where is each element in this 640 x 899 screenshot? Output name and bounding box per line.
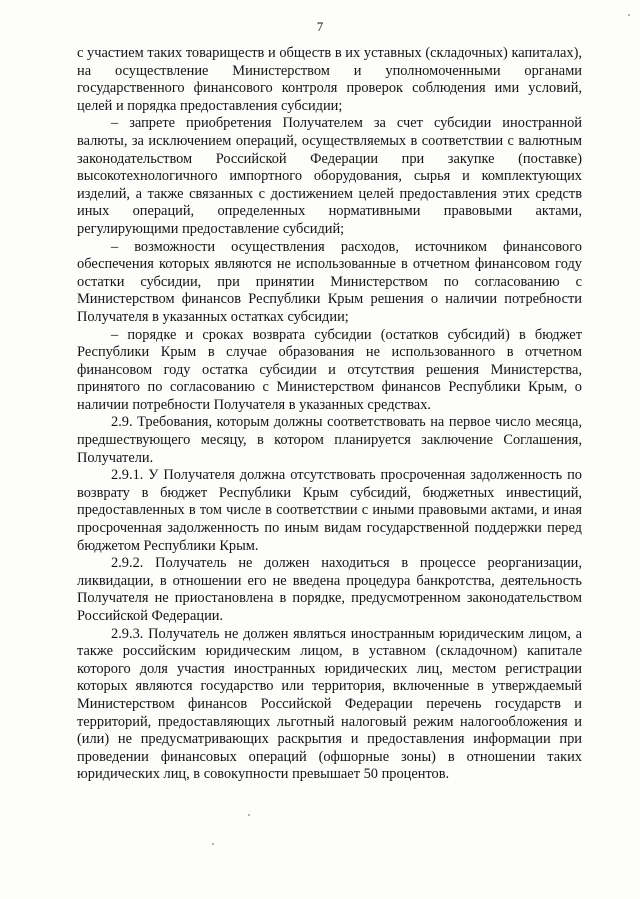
scan-speck xyxy=(212,843,214,845)
page-number: 7 xyxy=(316,19,324,34)
paragraph-unused-balances: – возможности осуществления расходов, источником финансового обеспечения которых являются не использованные в отчетном финансовом году остатки субсидии, при принятии Министерством по согласованию с Министерством финансов Республики Крым решения о наличии потребности Получателя в указанных остатках субсидии; xyxy=(77,238,582,325)
document-body xyxy=(77,45,582,784)
paragraph-2-9-1: 2.9.1. У Получателя должна отсутствовать просроченная задолженность по возврату в бюджет Республики Крым субсидий, бюджетных инвестиций, предоставленных в том числе в соответствии с иными правовыми актами, и иная просроченная задолженность по иным видам государственной поддержки перед бюджетом Республики Крым. xyxy=(77,467,582,554)
paragraph-2-9: 2.9. Требования, которым должны соответствовать на первое число месяца, предшествующего месяцу, в котором планируется заключение Соглашения, Получатели. xyxy=(77,414,582,466)
paragraph-2-9-2: 2.9.2. Получатель не должен находиться в процессе реорганизации, ликвидации, в отношении его не введена процедура банкротства, деятельность Получателя не приостановлена в порядке, предусмотренном законодательством Российской Федерации. xyxy=(77,555,582,624)
scan-speck xyxy=(628,14,630,16)
paragraph-currency-ban: – запрете приобретения Получателем за счет субсидии иностранной валюты, за исключением операций, осуществляемых в соответствии с валютным законодательством Российской Федерации при закупке (поставке) высокотехнологичного импортного оборудования, сырья и комплектующих изделий, а также связанных с достижением целей предоставления этих средств иных операций, определенных нормативными правовыми актами, регулирующими предоставление субсидий; xyxy=(77,115,582,237)
paragraph-2-9-3: 2.9.3. Получатель не должен являться иностранным юридическим лицом, а также российским юридическим лицом, в уставном (складочном) капитале которого доля участия иностранных юридических лиц, местом регистрации которых являются государство или территория, включенные в утверждаемый Министерством финансов Российской Федерации перечень государств и территорий, предоставляющих льготный налоговый режим налогообложения и (или) не предусматривающих раскрытия и предоставления информации при проведении финансовых операций (офшорные зоны) в отношении таких юридических лиц, в совокупности превышает 50 процентов. xyxy=(77,625,582,783)
paragraph-refund-procedure: – порядке и сроках возврата субсидии (остатков субсидий) в бюджет Республики Крым в случае образования не использованного в отчетном финансовом году остатка субсидии и отсутствия решения Министерства, принятого по согласованию с Министерством финансов Республики Крым, о наличии потребности Получателя в указанных средствах. xyxy=(77,326,582,413)
scan-speck xyxy=(248,814,250,816)
paragraph-continuation: с участием таких товариществ и обществ в их уставных (складочных) капиталах), на осуществление Министерством и уполномоченными органами государственного финансового контроля проверок соблюдения ими условий, целей и порядка предоставления субсидии; xyxy=(77,45,582,114)
